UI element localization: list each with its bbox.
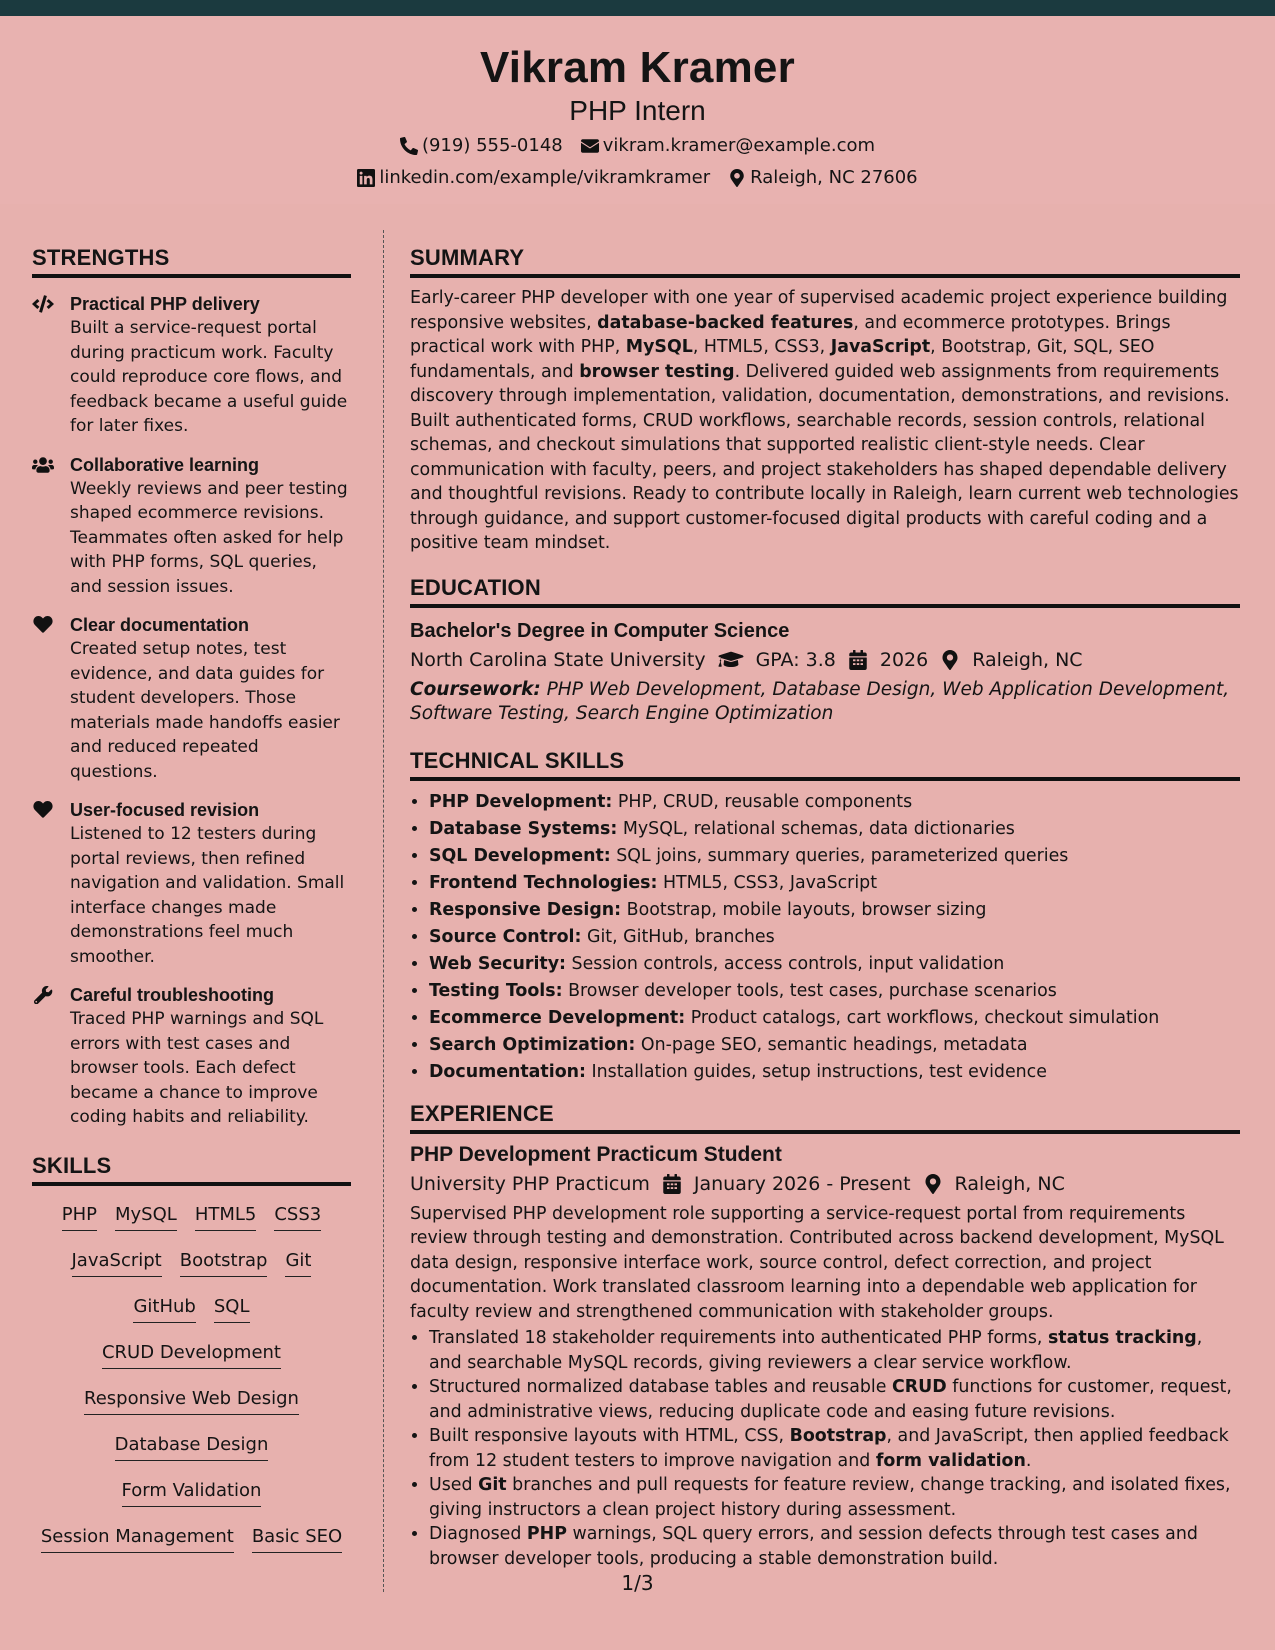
text-segment: Translated 18 stakeholder requirements into authenticated PHP forms, (429, 1328, 1048, 1348)
wrench-icon (32, 986, 54, 1004)
technical-skill-label: Responsive Design: (429, 899, 622, 920)
experience-bullet (429, 1326, 1240, 1375)
skill-tag: Bootstrap (180, 1244, 268, 1277)
skill-tag: Form Validation (122, 1474, 262, 1507)
graduation-cap-icon (718, 650, 744, 670)
technical-skill-label: Ecommerce Development: (429, 1007, 686, 1028)
top-accent-bar (0, 0, 1275, 16)
text-segment: Used (429, 1475, 479, 1495)
text-segment: , HTML5, CSS3, (692, 337, 831, 357)
text-segment: Structured normalized database tables and reusable (429, 1377, 892, 1397)
experience-bullet (429, 1424, 1240, 1473)
strength-item (32, 453, 351, 600)
strength-title: Clear documentation (70, 615, 250, 635)
skill-tag: GitHub (133, 1290, 195, 1323)
coursework (410, 678, 1240, 727)
linkedin-text: linkedin.com/example/vikramkramer (379, 167, 711, 188)
phone-icon (400, 137, 418, 155)
technical-skill-label: Source Control: (429, 926, 582, 947)
experience-bullets (410, 1326, 1240, 1571)
calendar-icon (662, 1174, 682, 1194)
text-segment: , and ecommerce prototypes. Brings practical work with PHP, (410, 312, 1171, 357)
strength-item (32, 613, 351, 784)
job-meta (410, 1170, 1240, 1198)
skill-tag: CSS3 (274, 1198, 321, 1231)
left-column (32, 244, 351, 1562)
text-segment: Built responsive layouts with HTML, CSS, (429, 1426, 790, 1446)
contact-row-2 (0, 166, 1275, 190)
strengths-heading: STRENGTHS (32, 244, 351, 278)
education-location: Raleigh, NC (972, 648, 1083, 671)
strength-title: User-focused revision (70, 800, 260, 820)
job-dates: January 2026 - Present (693, 1172, 911, 1195)
technical-skill-item (429, 897, 1240, 924)
email-text: vikram.kramer@example.com (602, 135, 876, 156)
text-segment: , Bootstrap, Git, SQL, SEO fundamentals, and (410, 337, 1155, 382)
technical-skills-heading: TECHNICAL SKILLS (410, 747, 1240, 781)
text-segment: Early-career PHP developer with one year of supervised academic project experience building responsive websites, (410, 288, 1228, 333)
text-segment: branches and pull requests for feature review, change tracking, and isolated fixes, giving instructors a clean project history during assessment. (429, 1475, 1231, 1520)
technical-skill-label: Documentation: (429, 1061, 586, 1082)
education-heading: EDUCATION (410, 574, 1240, 608)
technical-skill-value: HTML5, CSS3, JavaScript (657, 872, 878, 893)
experience-bullet (429, 1375, 1240, 1424)
text-segment: functions for customer, request, and administrative views, reducing duplicate code and easing future revisions. (429, 1377, 1232, 1422)
skill-tag: SQL (214, 1290, 250, 1323)
emphasized-text: Bootstrap (789, 1426, 887, 1446)
emphasized-text: form validation (875, 1450, 1026, 1471)
skill-tag: JavaScript (72, 1244, 162, 1277)
strength-title: Practical PHP delivery (70, 294, 260, 314)
technical-skill-label: Search Optimization: (429, 1034, 636, 1055)
text-segment: , and JavaScript, then applied feedback from 12 student testers to improve navigation and (429, 1426, 1229, 1471)
text-segment: . (1025, 1450, 1032, 1471)
strength-title: Collaborative learning (70, 454, 260, 475)
technical-skill-value: Bootstrap, mobile layouts, browser sizing (621, 899, 987, 920)
map-pin-icon (923, 1174, 943, 1194)
skills-heading: SKILLS (32, 1152, 351, 1186)
job-description: Supervised PHP development role supporting a service-request portal from requirements review through testing and demonstration. Contributed across backend development, MySQL data design, responsive interface work, source control, defect correction, and project documentation. Work translated classroom learning into a dependable web application for faculty review and strengthened communication with stakeholder groups. (410, 1203, 1224, 1322)
heart-icon (32, 616, 54, 634)
phone-text: (919) 555-0148 (421, 135, 563, 156)
emphasized-text: MySQL (625, 337, 693, 357)
job-location: Raleigh, NC (954, 1172, 1065, 1195)
summary-heading: SUMMARY (410, 244, 1240, 278)
technical-skill-item (429, 843, 1240, 870)
candidate-role: PHP Intern (569, 95, 706, 126)
technical-skill-item (429, 951, 1240, 978)
skill-tag: Database Design (115, 1428, 269, 1461)
technical-skill-value: Browser developer tools, test cases, purchase scenarios (562, 980, 1057, 1001)
skill-tag: Git (285, 1244, 311, 1277)
text-segment: , and searchable MySQL records, giving reviewers a clear service workflow. (429, 1328, 1203, 1373)
skill-tags (32, 1194, 351, 1562)
text-segment: warnings, SQL query errors, and session defects through test cases and browser developer tools, producing a stable demonstration build. (429, 1524, 1198, 1569)
strength-item (32, 798, 351, 969)
technical-skill-label: PHP Development: (429, 791, 613, 812)
emphasized-text: JavaScript (830, 337, 931, 357)
technical-skill-item (429, 816, 1240, 843)
degree-title: Bachelor's Degree in Computer Science (410, 619, 790, 642)
experience-bullet (429, 1522, 1240, 1571)
technical-skill-value: Installation guides, setup instructions, test evidence (585, 1061, 1047, 1082)
emphasized-text: browser testing (579, 361, 735, 382)
technical-skill-value: MySQL, relational schemas, data dictionaries (617, 818, 1015, 839)
strength-item (32, 292, 351, 439)
summary-text (410, 286, 1240, 556)
experience-heading: EXPERIENCE (410, 1100, 1240, 1134)
coursework-list: PHP Web Development, Database Design, Web Application Development, Software Testing, Search Engine Optimization (410, 678, 1230, 724)
strengths-list (32, 292, 351, 1130)
contact-row-1 (0, 134, 1275, 158)
calendar-icon (848, 650, 868, 670)
school-name: North Carolina State University (410, 648, 706, 671)
technical-skill-item (429, 1005, 1240, 1032)
technical-skill-item (429, 978, 1240, 1005)
heart-icon (32, 801, 54, 819)
map-pin-icon (728, 169, 746, 187)
skill-tag: Session Management (41, 1520, 234, 1553)
emphasized-text: status tracking (1047, 1328, 1197, 1348)
skill-tag: HTML5 (195, 1198, 257, 1231)
strength-description: Built a service-request portal during practicum work. Faculty could reproduce core flows, and feedback became a useful guide for later fixes. (70, 318, 348, 436)
education-meta (410, 646, 1240, 674)
location-contact (728, 166, 918, 190)
technical-skill-value: PHP, CRUD, reusable components (612, 791, 913, 812)
column-divider (383, 230, 384, 1592)
phone-contact[interactable] (400, 134, 563, 158)
emphasized-text: PHP (526, 1524, 567, 1544)
strength-description: Listened to 12 testers during portal reviews, then refined navigation and validation. Small interface changes made demonstrations feel much smoother. (70, 824, 345, 967)
map-pin-icon (940, 650, 960, 670)
strength-item (32, 983, 351, 1130)
technical-skill-item (429, 870, 1240, 897)
employer-name: University PHP Practicum (410, 1172, 650, 1195)
resume-header (0, 16, 1275, 204)
technical-skill-label: Testing Tools: (429, 980, 563, 1001)
skill-tag: Basic SEO (252, 1520, 342, 1553)
technical-skills-list (410, 789, 1240, 1086)
technical-skill-item (429, 924, 1240, 951)
text-segment: . Delivered guided web assignments from requirements discovery through implementation, validation, documentation, demonstrations, and revisions. Built authenticated forms, CRUD workflows, searchable records, session controls, relational schemas, and checkout simulations that supported realistic client-style needs. Clear communication with faculty, peers, and project stakeholders has shaped dependable delivery and thoughtful revisions. Ready to contribute locally in Raleigh, learn current web technologies through guidance, and support customer-focused digital products with careful coding and a positive team mindset. (410, 361, 1239, 553)
users-icon (32, 456, 54, 474)
text-segment: Diagnosed (429, 1524, 527, 1544)
technical-skill-value: SQL joins, summary queries, parameterized queries (610, 845, 1069, 866)
email-contact[interactable] (581, 134, 875, 158)
code-icon (32, 295, 54, 313)
strength-description: Traced PHP warnings and SQL errors with test cases and browser tools. Each defect became a chance to improve coding habits and reliability. (70, 1009, 324, 1127)
emphasized-text: Git (478, 1475, 507, 1495)
technical-skill-label: Database Systems: (429, 818, 618, 839)
technical-skill-value: Product catalogs, cart workflows, checkout simulation (685, 1007, 1160, 1028)
technical-skill-item (429, 1032, 1240, 1059)
technical-skill-item (429, 789, 1240, 816)
experience-bullet (429, 1473, 1240, 1522)
technical-skill-label: Frontend Technologies: (429, 872, 658, 893)
job-title: PHP Development Practicum Student (410, 1142, 782, 1166)
linkedin-icon (357, 169, 375, 187)
technical-skill-value: On-page SEO, semantic headings, metadata (635, 1034, 1028, 1055)
candidate-name: Vikram Kramer (480, 43, 795, 92)
emphasized-text: database-backed features (597, 312, 854, 333)
skill-tag: CRUD Development (102, 1336, 281, 1369)
skill-tag: Responsive Web Design (84, 1382, 299, 1415)
coursework-label: Coursework: (410, 678, 541, 700)
technical-skill-label: SQL Development: (429, 845, 611, 866)
strength-description: Created setup notes, test evidence, and data guides for student developers. Those materials made handoffs easier and reduced repeated questions. (70, 639, 340, 782)
strength-description: Weekly reviews and peer testing shaped ecommerce revisions. Teammates often asked for help with PHP forms, SQL queries, and session issues. (70, 478, 348, 597)
strength-title: Careful troubleshooting (70, 985, 274, 1005)
technical-skill-value: Session controls, access controls, input validation (566, 953, 1005, 974)
envelope-icon (581, 137, 599, 155)
technical-skill-label: Web Security: (429, 953, 567, 974)
graduation-year: 2026 (879, 648, 929, 671)
linkedin-contact[interactable] (357, 166, 710, 190)
gpa-text: GPA: 3.8 (755, 648, 836, 671)
emphasized-text: CRUD (891, 1377, 947, 1397)
page-indicator: 1/3 (621, 1571, 654, 1595)
right-column (410, 244, 1240, 1571)
technical-skill-item (429, 1059, 1240, 1086)
skill-tag: PHP (62, 1198, 97, 1231)
location-text: Raleigh, NC 27606 (750, 167, 918, 188)
technical-skill-value: Git, GitHub, branches (581, 926, 775, 947)
skill-tag: MySQL (115, 1198, 177, 1231)
